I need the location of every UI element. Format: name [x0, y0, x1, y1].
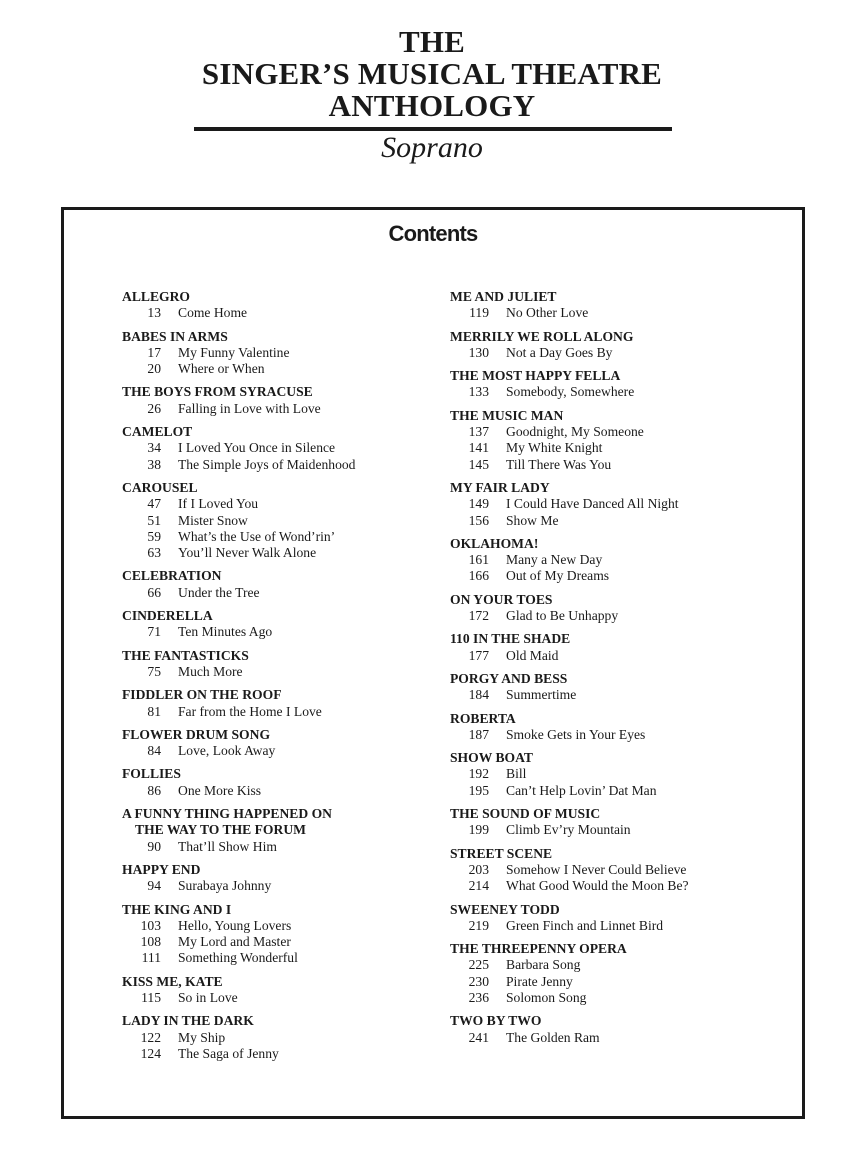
song-entry	[450, 457, 790, 473]
show-title-text: MY FAIR LADY	[450, 479, 550, 495]
song-entry	[450, 822, 790, 838]
page-number: 230	[468, 973, 489, 989]
song-entry	[122, 950, 442, 966]
song-entry	[122, 1030, 442, 1046]
song-title: Far from the Home I Love	[178, 703, 322, 719]
show-title-text: THE THREEPENNY OPERA	[450, 941, 627, 957]
song-title: One More Kiss	[178, 782, 262, 798]
song-entry	[450, 496, 790, 512]
show-entry	[122, 568, 442, 601]
show-entry	[450, 480, 790, 529]
page-number: 177	[468, 647, 489, 663]
page-number: 241	[468, 1029, 489, 1045]
page-number: 236	[468, 989, 489, 1005]
page-number: 133	[468, 384, 489, 400]
show-title	[450, 631, 790, 647]
song-entry	[450, 766, 790, 782]
book-title	[0, 26, 864, 122]
show-title-text: ON YOUR TOES	[450, 591, 553, 607]
page-number: 66	[147, 584, 161, 600]
song-title: Come Home	[178, 305, 248, 321]
show-entry	[450, 711, 790, 744]
song-entry	[122, 457, 442, 473]
song-entry	[122, 529, 442, 545]
show-entry	[450, 806, 790, 839]
show-title	[450, 408, 790, 424]
show-entry	[122, 608, 442, 641]
show-title	[450, 289, 790, 305]
song-entry	[450, 552, 790, 568]
page-number: 187	[468, 726, 489, 742]
show-title-text: THE MUSIC MAN	[450, 407, 564, 423]
show-title	[122, 687, 442, 703]
show-entry	[122, 424, 442, 473]
song-entry	[450, 384, 790, 400]
show-title	[450, 536, 790, 552]
song-entry	[450, 878, 790, 894]
page-number: 34	[147, 440, 161, 456]
show-entry	[122, 480, 442, 561]
show-title-text: ME AND JULIET	[450, 289, 557, 304]
page-number: 225	[468, 957, 489, 973]
show-title-text: PORGY AND BESS	[450, 670, 568, 686]
page-number: 13	[147, 305, 161, 321]
show-title-text: OKLAHOMA!	[450, 535, 539, 551]
song-title: Green Finch and Linnet Bird	[506, 917, 664, 933]
show-title	[122, 568, 442, 584]
page-number: 199	[468, 822, 489, 838]
song-title: Somehow I Never Could Believe	[506, 861, 687, 877]
show-entry	[122, 727, 442, 760]
show-entry	[450, 750, 790, 799]
show-title	[122, 384, 442, 400]
page-number: 184	[468, 687, 489, 703]
page-number: 84	[147, 743, 161, 759]
show-title	[450, 671, 790, 687]
show-title	[450, 846, 790, 862]
page-number: 122	[140, 1029, 161, 1045]
show-title-text: SWEENEY TODD	[450, 901, 560, 917]
song-entry	[122, 513, 442, 529]
song-entry	[450, 687, 790, 703]
show-title	[122, 424, 442, 440]
contents-heading: Contents	[388, 221, 478, 246]
song-entry	[450, 862, 790, 878]
show-entry	[122, 329, 442, 378]
show-title-text: CELEBRATION	[122, 568, 222, 584]
show-title-text: THE FANTASTICKS	[122, 647, 249, 663]
title-line-3: ANTHOLOGY	[328, 88, 536, 123]
song-title: Much More	[178, 663, 243, 679]
song-entry	[450, 440, 790, 456]
show-entry	[122, 902, 442, 967]
show-entry	[450, 368, 790, 401]
page-number: 130	[468, 344, 489, 360]
song-entry	[122, 401, 442, 417]
page-number: 166	[468, 568, 489, 584]
show-title-text: FLOWER DRUM SONG	[122, 726, 271, 742]
show-entry	[122, 648, 442, 681]
song-title: Not a Day Goes By	[506, 344, 613, 360]
song-title: Out of My Dreams	[506, 568, 610, 584]
show-title-text: CAROUSEL	[122, 479, 198, 495]
song-entry	[450, 918, 790, 934]
song-title: Smoke Gets in Your Eyes	[506, 726, 646, 742]
show-title	[122, 806, 442, 839]
page-number: 17	[147, 344, 161, 360]
song-entry	[122, 918, 442, 934]
show-entry	[450, 1013, 790, 1046]
show-title	[450, 711, 790, 727]
song-title: If I Loved You	[178, 496, 259, 512]
page-number: 115	[141, 989, 161, 1005]
song-title: Climb Ev’ry Mountain	[506, 822, 631, 838]
page-number: 156	[468, 512, 489, 528]
song-title: My Ship	[178, 1029, 226, 1045]
show-title	[122, 766, 442, 782]
page-number: 108	[140, 934, 161, 950]
page-number: 161	[468, 552, 489, 568]
show-title	[122, 1013, 442, 1029]
show-title-text: LADY IN THE DARK	[122, 1013, 254, 1029]
show-title	[122, 289, 442, 305]
song-title: Solomon Song	[506, 989, 587, 1005]
song-entry	[122, 440, 442, 456]
show-entry	[122, 862, 442, 895]
page-number: 103	[140, 917, 161, 933]
page-number: 59	[147, 528, 161, 544]
show-title-text: A FUNNY THING HAPPENED ON	[122, 806, 332, 822]
book-subtitle: Soprano	[381, 131, 483, 164]
show-entry	[450, 289, 790, 322]
show-title	[122, 902, 442, 918]
show-title	[122, 974, 442, 990]
show-title-text: FIDDLER ON THE ROOF	[122, 687, 282, 703]
page-number: 119	[469, 305, 489, 321]
show-title-text: HAPPY END	[122, 861, 201, 877]
song-title: Ten Minutes Ago	[178, 624, 273, 640]
page-number: 94	[147, 878, 161, 894]
show-entry	[122, 766, 442, 799]
show-title	[450, 941, 790, 957]
show-title-text: THE SOUND OF MUSIC	[450, 806, 601, 822]
show-title-continuation: THE WAY TO THE FORUM	[135, 822, 306, 838]
page-number: 26	[147, 400, 161, 416]
song-entry	[450, 1030, 790, 1046]
page-number: 90	[147, 838, 161, 854]
show-entry	[122, 974, 442, 1007]
show-title-text: STREET SCENE	[450, 845, 553, 861]
song-entry	[122, 496, 442, 512]
show-title-text: TWO BY TWO	[450, 1013, 542, 1029]
show-entry	[122, 1013, 442, 1062]
song-entry	[122, 990, 442, 1006]
page-number: 75	[147, 663, 161, 679]
song-entry	[450, 957, 790, 973]
song-title: Mister Snow	[178, 512, 248, 528]
page-number: 219	[468, 917, 489, 933]
song-title: Summertime	[506, 687, 577, 703]
song-entry	[450, 513, 790, 529]
page-number: 71	[147, 624, 161, 640]
song-entry	[450, 727, 790, 743]
show-title-text: MERRILY WE ROLL ALONG	[450, 328, 634, 344]
show-title-text: THE KING AND I	[122, 901, 232, 917]
contents-box	[61, 207, 805, 1119]
show-entry	[122, 687, 442, 720]
show-entry	[122, 806, 442, 855]
song-title: Goodnight, My Someone	[506, 424, 644, 440]
contents-column-right	[450, 289, 790, 1053]
song-entry	[122, 878, 442, 894]
song-entry	[122, 1046, 442, 1062]
show-title	[450, 806, 790, 822]
show-title	[122, 329, 442, 345]
song-entry	[122, 545, 442, 561]
show-title-text: CINDERELLA	[122, 608, 213, 624]
song-title: Old Maid	[506, 647, 559, 663]
song-title: So in Love	[178, 989, 238, 1005]
show-title	[450, 750, 790, 766]
show-title	[450, 480, 790, 496]
show-entry	[122, 289, 442, 322]
song-title: Falling in Love with Love	[178, 400, 321, 416]
song-title: I Could Have Danced All Night	[506, 496, 679, 512]
song-title: Somebody, Somewhere	[506, 384, 635, 400]
song-title: What’s the Use of Wond’rin’	[178, 528, 336, 544]
show-entry	[450, 671, 790, 704]
show-title	[450, 1013, 790, 1029]
show-entry	[450, 941, 790, 1006]
page-number: 145	[468, 456, 489, 472]
page-number: 47	[147, 496, 161, 512]
show-entry	[450, 329, 790, 362]
show-title-text: THE MOST HAPPY FELLA	[450, 368, 621, 384]
title-line-2: SINGER’S MUSICAL THEATRE	[201, 56, 663, 91]
show-title	[122, 480, 442, 496]
song-title: You’ll Never Walk Alone	[178, 545, 317, 561]
page-number: 81	[147, 703, 161, 719]
contents-column-left	[122, 289, 442, 1069]
page-number: 20	[147, 361, 161, 377]
song-entry	[122, 704, 442, 720]
song-title: Barbara Song	[506, 957, 581, 973]
song-entry	[122, 743, 442, 759]
show-title-text: THE BOYS FROM SYRACUSE	[122, 384, 313, 400]
song-title: Hello, Young Lovers	[178, 917, 292, 933]
show-entry	[450, 902, 790, 935]
show-title-text: 110 IN THE SHADE	[450, 631, 571, 647]
show-entry	[450, 846, 790, 895]
song-title: Love, Look Away	[178, 743, 276, 759]
song-entry	[122, 783, 442, 799]
song-title: Surabaya Johnny	[178, 878, 272, 894]
song-title: The Saga of Jenny	[178, 1045, 279, 1061]
song-entry	[450, 305, 790, 321]
song-title: The Simple Joys of Maidenhood	[178, 456, 356, 472]
song-title: Bill	[506, 766, 527, 782]
song-entry	[450, 345, 790, 361]
song-title: Under the Tree	[178, 584, 260, 600]
page-number: 51	[147, 512, 161, 528]
show-title	[122, 862, 442, 878]
song-entry	[122, 361, 442, 377]
show-title-text: CAMELOT	[122, 424, 193, 440]
show-title	[450, 329, 790, 345]
song-entry	[450, 424, 790, 440]
show-title-text: BABES IN ARMS	[122, 328, 228, 344]
song-title: My Funny Valentine	[178, 344, 290, 360]
page-number: 124	[140, 1045, 161, 1061]
show-entry	[450, 592, 790, 625]
page-number: 195	[468, 782, 489, 798]
song-title: Show Me	[506, 512, 559, 528]
song-title: Where or When	[178, 361, 265, 377]
show-title	[450, 592, 790, 608]
show-title	[450, 368, 790, 384]
page-number: 111	[141, 950, 161, 966]
page-number: 63	[147, 545, 161, 561]
song-entry	[122, 345, 442, 361]
song-title: Pirate Jenny	[506, 973, 573, 989]
show-title	[122, 608, 442, 624]
page-number: 172	[468, 608, 489, 624]
song-title: What Good Would the Moon Be?	[506, 878, 689, 894]
page-number: 38	[147, 456, 161, 472]
page-number: 214	[468, 878, 489, 894]
song-entry	[122, 934, 442, 950]
show-entry	[122, 384, 442, 417]
show-title	[122, 727, 442, 743]
show-title	[450, 902, 790, 918]
song-entry	[122, 305, 442, 321]
show-title-text: ROBERTA	[450, 710, 516, 726]
song-title: Glad to Be Unhappy	[506, 608, 619, 624]
show-title	[122, 648, 442, 664]
page-number: 137	[468, 424, 489, 440]
song-entry	[122, 664, 442, 680]
song-title: Can’t Help Lovin’ Dat Man	[506, 782, 657, 798]
show-title-text: KISS ME, KATE	[122, 973, 223, 989]
title-line-1: THE	[398, 24, 466, 59]
page-number: 86	[147, 782, 161, 798]
song-entry	[450, 974, 790, 990]
show-title-text: SHOW BOAT	[450, 750, 533, 766]
song-entry	[450, 990, 790, 1006]
show-title-text: FOLLIES	[122, 766, 181, 782]
song-title: No Other Love	[506, 305, 589, 321]
song-title: Till There Was You	[506, 456, 612, 472]
song-title: My White Knight	[506, 440, 603, 456]
song-entry	[450, 608, 790, 624]
song-title: Something Wonderful	[178, 950, 298, 966]
song-title: I Loved You Once in Silence	[178, 440, 336, 456]
song-title: Many a New Day	[506, 552, 603, 568]
show-entry	[450, 536, 790, 585]
song-title: My Lord and Master	[178, 934, 291, 950]
song-entry	[450, 648, 790, 664]
page-number: 192	[468, 766, 489, 782]
song-entry	[450, 568, 790, 584]
show-entry	[450, 408, 790, 473]
page-number: 141	[468, 440, 489, 456]
song-title: That’ll Show Him	[178, 838, 277, 854]
page-number: 149	[468, 496, 489, 512]
song-title: The Golden Ram	[506, 1029, 600, 1045]
song-entry	[122, 585, 442, 601]
song-entry	[122, 839, 442, 855]
show-entry	[450, 631, 790, 664]
show-title-text: ALLEGRO	[122, 289, 190, 304]
page-number: 203	[468, 861, 489, 877]
song-entry	[122, 624, 442, 640]
song-entry	[450, 783, 790, 799]
